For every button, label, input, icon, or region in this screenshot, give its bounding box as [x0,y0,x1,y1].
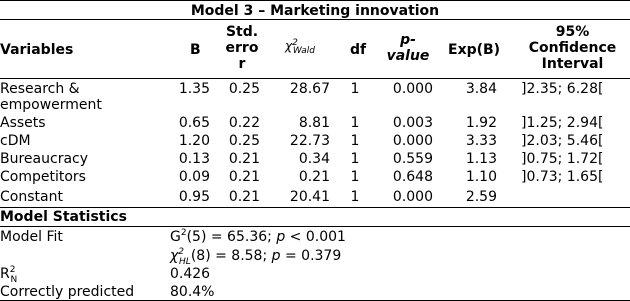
cell-b: 0.09 [178,169,210,185]
cell-exp-b: 3.84 [465,81,497,97]
correctly-predicted-label: Correctly predicted [0,284,135,300]
header-variables: Variables [0,42,74,58]
cell-se: 0.21 [228,151,260,167]
cell-se: 0.21 [228,189,260,205]
row-variable-cont: empowerment [0,97,102,113]
table-header [0,20,630,79]
cell-wald: 22.73 [289,133,330,149]
cell-wald: 28.67 [289,81,330,97]
row-variable: cDM [0,133,31,149]
cell-se: 0.25 [228,133,260,149]
table-title: Model 3 – Marketing innovation [0,0,630,20]
cell-ci: ]0.73; 1.65[ [521,169,604,185]
r-squared-label: $R^2_N$ [0,265,18,285]
header-confidence-interval: 95% Confidence Interval [528,24,617,72]
cell-p: 0.000 [392,133,433,149]
row-variable: Bureaucracy [0,151,89,167]
divider [0,226,630,227]
cell-df: 1 [350,133,360,149]
row-variable: Competitors [0,169,86,185]
row-variable: Constant [0,189,63,205]
cell-b: 1.35 [178,81,210,97]
cell-se: 0.22 [228,115,260,131]
cell-p: 0.648 [392,169,433,185]
model-statistics-heading: Model Statistics [0,209,127,225]
header-df: df [350,42,367,58]
cell-wald: 0.34 [298,151,330,167]
cell-wald: 20.41 [289,189,330,205]
cell-p: 0.000 [392,81,433,97]
cell-exp-b: 3.33 [465,133,497,149]
header-wald: $\chi^2_{Wald}$ [285,38,315,56]
model-fit-label: Model Fit [0,229,63,245]
cell-exp-b: 1.10 [465,169,497,185]
cell-exp-b: 1.13 [465,151,497,167]
cell-wald: 0.21 [298,169,330,185]
cell-p: 0.003 [392,115,433,131]
header-std-error: Std. erro r [225,24,259,72]
cell-wald: 8.81 [298,115,330,131]
header-p-value: p- value [386,32,430,64]
cell-b: 0.65 [178,115,210,131]
cell-ci: ]2.35; 6.28[ [521,81,604,97]
cell-exp-b: 1.92 [465,115,497,131]
model-fit-g2: $G^2(5) = 65.36$; p < 0.001 [170,228,346,245]
row-variable: Research & [0,81,80,97]
header-exp-b: Exp(B) [448,42,501,58]
header-b: B [190,42,201,58]
divider [0,207,630,208]
cell-ci: ]1.25; 2.94[ [521,115,604,131]
cell-p: 0.559 [392,151,433,167]
cell-df: 1 [350,81,360,97]
r-squared-value: 0.426 [170,266,211,282]
cell-df: 1 [350,115,360,131]
cell-ci: ]2.03; 5.46[ [521,133,604,149]
cell-b: 1.20 [178,133,210,149]
cell-df: 1 [350,151,360,167]
cell-se: 0.21 [228,169,260,185]
hosmer-lemeshow-stat: $\chi^2_{HL}(8) = 8.58$; p = 0.379 [170,247,342,267]
cell-df: 1 [350,189,360,205]
cell-b: 0.13 [178,151,210,167]
cell-p: 0.000 [392,189,433,205]
cell-b: 0.95 [178,189,210,205]
cell-ci: ]0.75; 1.72[ [521,151,604,167]
cell-exp-b: 2.59 [465,189,497,205]
row-variable: Assets [0,115,46,131]
cell-se: 0.25 [228,81,260,97]
correctly-predicted-value: 80.4% [170,284,215,300]
cell-df: 1 [350,169,360,185]
